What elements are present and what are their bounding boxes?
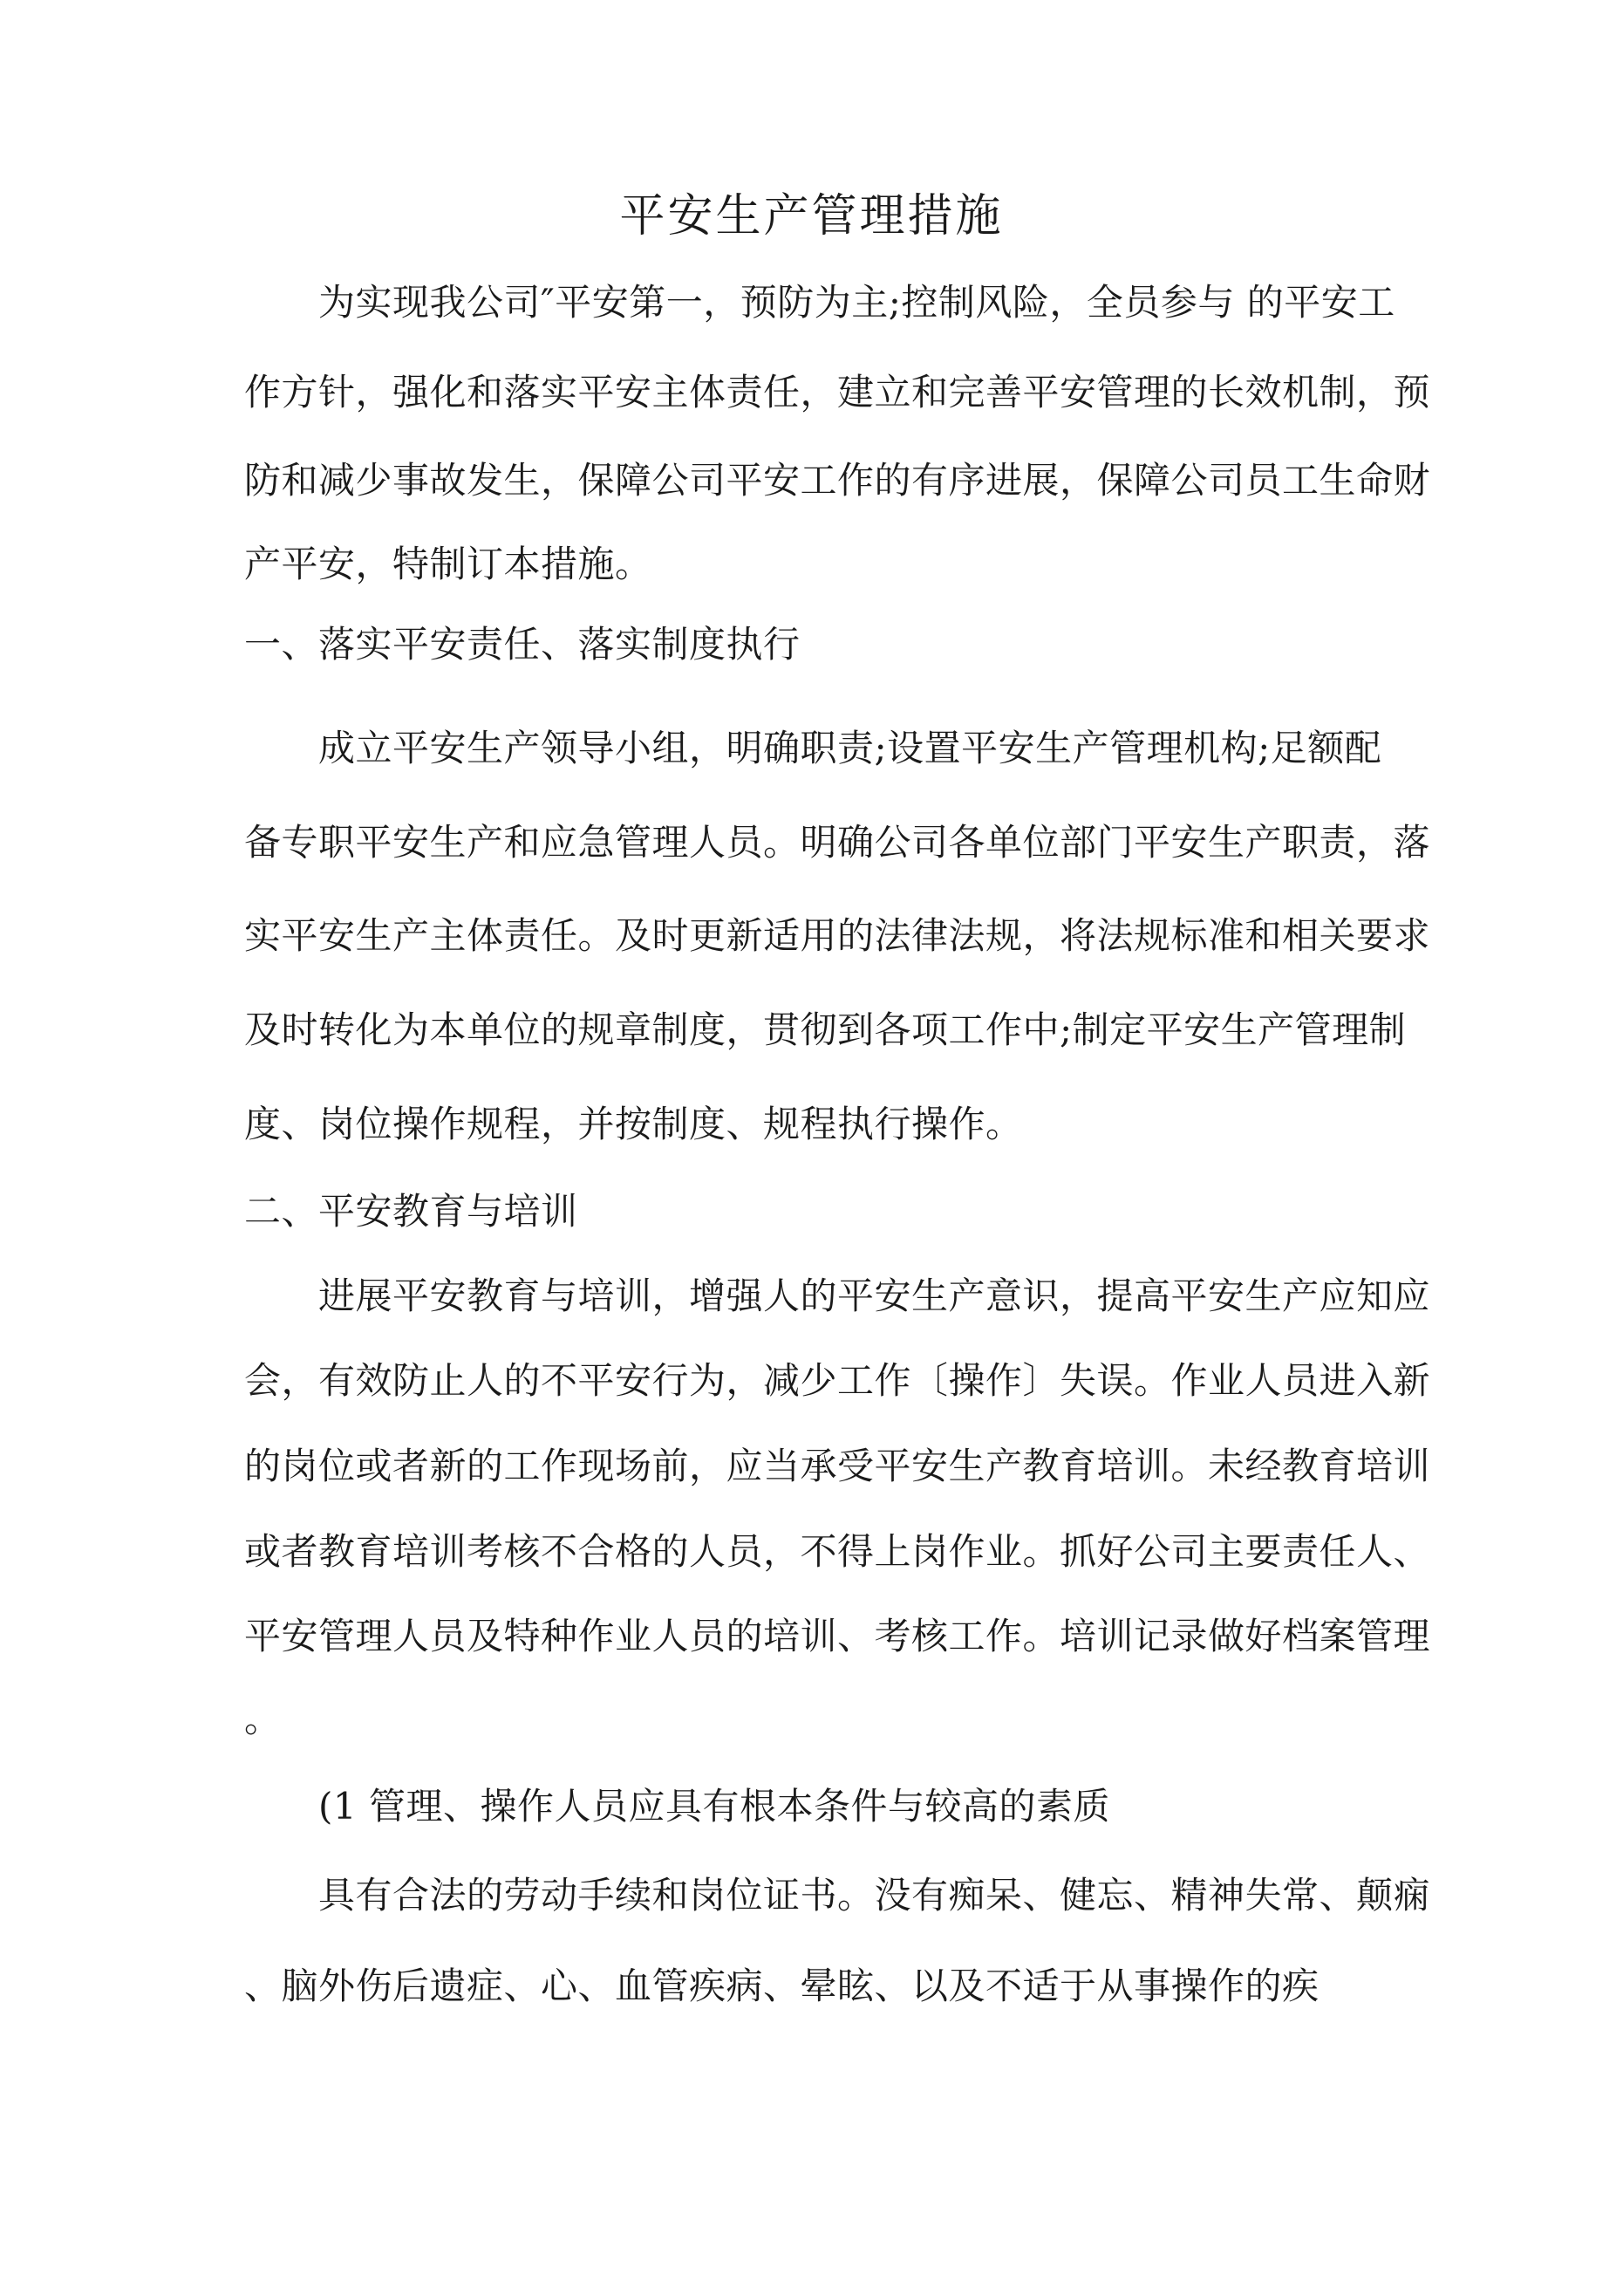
section-heading-1: 一、落实平安责任、落实制度执行 <box>244 623 801 666</box>
section-2-paragraph-line: 会，有效防止人的不平安行为，减少工作〔操作〕失误。作业人员进入新 <box>244 1359 1431 1402</box>
section-1-paragraph-line: 实平安生产主体责任。及时更新适用的法律法规，将法规标准和相关要求 <box>244 914 1431 957</box>
intro-paragraph-line: 为实现我公司″平安第一，预防为主;控制风险，全员参与 的平安工 <box>318 281 1395 324</box>
document-title: 平安生产管理措施 <box>619 190 1004 243</box>
section-1-paragraph-line: 成立平安生产领导小组，明确职责;设置平安生产管理机构;足额配 <box>318 727 1382 769</box>
section-1-paragraph-line: 及时转化为本单位的规章制度，贯彻到各项工作中;制定平安生产管理制 <box>244 1008 1407 1051</box>
section-1-paragraph-line: 度、岗位操作规程，并按制度、规程执行操作。 <box>244 1103 1023 1145</box>
section-2-paragraph-line: 。 <box>244 1698 282 1740</box>
section-2-paragraph-line: 平安管理人员及特种作业人员的培训、考核工作。培训记录做好档案管理 <box>244 1615 1431 1657</box>
section-1-paragraph-line: 备专职平安生产和应急管理人员。明确公司各单位部门平安生产职责，落 <box>244 821 1431 864</box>
section-2-paragraph-line: 或者教育培训考核不合格的人员，不得上岗作业。抓好公司主要责任人、 <box>244 1530 1431 1573</box>
intro-paragraph-line: 作方针，强化和落实平安主体责任，建立和完善平安管理的长效机制，预 <box>244 371 1431 413</box>
intro-paragraph-line: 产平安，特制订本措施。 <box>244 543 652 585</box>
subsection-heading: (1 管理、操作人员应具有根本条件与较高的素质 <box>318 1785 1110 1828</box>
subsection-paragraph-line: 具有合法的劳动手续和岗位证书。没有痴呆、健忘、精神失常、颠痫 <box>318 1874 1431 1917</box>
subsection-paragraph-line: 、脑外伤后遗症、心、血管疾病、晕眩、以及不适于从事操作的疾 <box>244 1965 1320 2007</box>
section-heading-2: 二、平安教育与培训 <box>244 1190 578 1233</box>
section-2-paragraph-line: 进展平安教育与培训，增强人的平安生产意识，提高平安生产应知应 <box>318 1274 1431 1317</box>
section-2-paragraph-line: 的岗位或者新的工作现场前，应当承受平安生产教育培训。未经教育培训 <box>244 1445 1431 1487</box>
intro-paragraph-line: 防和减少事故发生，保障公司平安工作的有序进展，保障公司员工生命财 <box>244 459 1431 502</box>
